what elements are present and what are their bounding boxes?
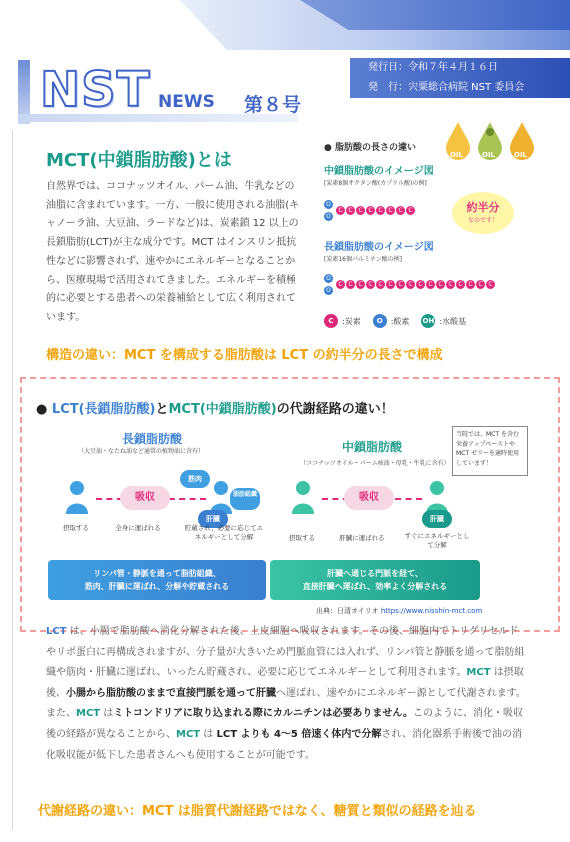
carbon-atom: C: [456, 280, 465, 289]
metabolism-title: [36, 398, 394, 417]
lct-step-storage: 貯蔵され、必要に応じてエネルギーとして分解: [184, 524, 264, 541]
body-text: は: [100, 708, 114, 720]
carbon-atom: C: [396, 280, 405, 289]
mct-route-box: [270, 560, 480, 600]
mct-column-sub: （ココナッツオイル・パーム核油・母乳・牛乳に含有）: [300, 460, 450, 467]
lct-step-transport: 全身に運ばれる: [115, 524, 161, 532]
mct-chain-sub: [炭素8個オクタン酸(カプリル酸)の例]: [324, 180, 427, 187]
carbon-atom: C: [336, 280, 345, 289]
title-bullet: ●: [36, 402, 52, 417]
carbon-atom: C: [356, 206, 365, 215]
adipose-organ: 脂肪組織: [230, 488, 260, 510]
kw-lct: LCT: [46, 626, 67, 637]
carbon-atom: C: [396, 206, 405, 215]
oil-label: OIL: [450, 151, 464, 159]
lct-chain-sub: [炭素16個パルミチン酸の例]: [324, 256, 403, 263]
lct-column-sub: （大豆油・なたね油など通常の植物油に含有）: [78, 448, 205, 455]
carbon-atom: C: [336, 206, 345, 215]
half-length-main: 約半分: [466, 201, 500, 214]
lct-column-head: 長鎖脂肪酸: [122, 432, 183, 446]
mct-column-head: 中鎖脂肪酸: [342, 440, 403, 454]
hydroxyl-legend-icon: OH: [421, 314, 435, 328]
oxygen-atom: O: [324, 286, 333, 295]
mct-step-transport: 肝臓に運ばれる: [339, 534, 385, 542]
oil-label: OIL: [514, 151, 528, 159]
mct-route-line: 直接肝臓へ運ばれ、効率よく分解される: [302, 582, 448, 591]
publisher: 発 行：宍粟総合病院 NST 委員会: [368, 82, 525, 93]
carbon-atom: C: [386, 206, 395, 215]
section-body-mct: 自然界では、ココナッツオイル、パーム油、牛乳などの油脂に含まれています。一方、一般に使用される油脂(キャノーラ油、大豆油、ラードなど)は、炭素鎖 12 以上の長鎖脂肪(LCT)が主な成分です。MCT はインスリン抵抗性などに影響されず、速やかにエネルギーとなることから、医療現場で活用されてきました。エネルギーを積極的に必要とする患者への栄養補給として広く利用されています。: [46, 181, 300, 323]
oxygen-legend-icon: O: [373, 314, 387, 328]
title-mct: MCT(中鎖脂肪酸): [168, 402, 277, 417]
mct-chain-label: 中鎖脂肪酸のイメージ図: [324, 166, 434, 177]
mct-absorb-label: 吸収: [344, 486, 394, 510]
source-link[interactable]: https://www.nisshin-mct.com: [380, 607, 483, 615]
source-label: 出典：日清オイリオ: [316, 607, 381, 615]
kw-mct: MCT: [76, 708, 101, 720]
mct-chain-diagram: [336, 206, 415, 215]
body-emphasis: LCT よりも 4～5 倍速く体内で分解: [216, 728, 382, 740]
body-text: へ運ばれ、速やかにエネルギー源として代謝されます。また、: [46, 687, 526, 720]
newsletter-logo: NST: [40, 62, 151, 118]
liver-organ-lct: 肝臓: [198, 510, 228, 528]
oxygen-atom: O: [324, 212, 333, 221]
mct-step-energy: すぐにエネルギーとして分解: [404, 532, 470, 549]
lct-absorb-label: 吸収: [120, 486, 170, 510]
title-lct: LCT(長鎖脂肪酸): [51, 402, 156, 417]
lct-route-box: [48, 560, 266, 600]
half-length-badge: [452, 192, 514, 234]
carbon-atom: C: [356, 280, 365, 289]
lct-chain-label: 長鎖脂肪酸のイメージ図: [324, 242, 434, 253]
title-and: と: [155, 402, 169, 417]
section-title-mct: MCT(中鎖脂肪酸)とは: [46, 150, 232, 171]
carbon-atom: C: [416, 280, 425, 289]
mct-step-intake: 摂取する: [289, 534, 315, 542]
carbon-atom: C: [406, 280, 415, 289]
source-credit: [316, 606, 482, 616]
page-left-rule: [12, 130, 13, 830]
issue-number: 第８号: [244, 94, 302, 116]
carbon-legend-label: :炭素: [342, 316, 361, 326]
title-suffix: の代謝経路の違い！: [276, 402, 394, 417]
kw-mct: MCT: [176, 728, 201, 740]
carbon-atom: C: [436, 280, 445, 289]
carbon-atom: C: [346, 206, 355, 215]
panel-title: ● 脂肪酸の長さの違い: [324, 143, 416, 153]
carbon-atom: C: [346, 280, 355, 289]
carbon-atom: C: [376, 280, 385, 289]
person-eating-icon: [290, 480, 316, 514]
news-label: NEWS: [158, 92, 215, 112]
publication-meta: [350, 58, 570, 98]
mct-route-line: 肝臓へ通じる門脈を経て、: [327, 569, 423, 578]
muscle-organ: 筋肉: [180, 470, 210, 488]
body-text: は、小腸で脂肪酸へ消化分解された後、上皮細胞へ吸収されます。その後、細胞内でトリグリセルドやリポ蛋白に再構成されますが、分子量が大きいため門脈血管には入れず、リンパ管と静脈を通って脂肪組織や筋肉・肝臓に運ばれ、いったん貯蔵され、必要に応じてエネルギーとして利用されます。: [46, 626, 525, 679]
carbon-atom: C: [376, 206, 385, 215]
lct-step-intake: 摂取する: [63, 524, 89, 532]
lct-chain-diagram: [336, 280, 495, 289]
liver-organ-mct: 肝臓: [422, 510, 452, 528]
oxygen-atom: O: [324, 200, 333, 209]
body-text: は摂取後、: [46, 667, 524, 699]
oxygen-atom: O: [324, 274, 333, 283]
body-text: は: [200, 728, 217, 740]
oil-label: OIL: [482, 151, 496, 159]
person-eating-icon: [64, 480, 90, 514]
carbon-legend-icon: C: [324, 314, 338, 328]
body-emphasis: ミトコンドリアに取り込まれる際にカルニチンは必要ありません。: [113, 708, 414, 720]
carbon-atom: C: [366, 206, 375, 215]
section-body-metabolism: [46, 622, 526, 766]
carbon-atom: C: [406, 206, 415, 215]
body-text: このように、消化・吸収後の経路が異なることから、: [46, 708, 524, 740]
carbon-atom: C: [476, 280, 485, 289]
lct-route-line: 筋肉、肝臓に運ばれ、分解や貯蔵される: [84, 582, 230, 591]
carbon-atom: C: [466, 280, 475, 289]
oxygen-legend-label: :酸素: [390, 316, 410, 326]
issue-date: 発行日：令和７年４月１６日: [368, 62, 498, 73]
carbon-atom: C: [486, 280, 495, 289]
kw-mct: MCT: [466, 667, 491, 679]
hydroxyl-legend-label: :水酸基: [439, 316, 467, 326]
half-length-sub: なのです！: [467, 217, 498, 224]
person-energy-icon: [424, 480, 450, 514]
hospital-note: 当院では、MCT を含む栄養アップペーストや MCT ゼリーを適時使用しています！: [452, 426, 528, 476]
metabolism-tagline: 代謝経路の違い：MCT は脂質代謝経路ではなく、糖質と類似の経路を辿る: [38, 804, 477, 819]
structure-tagline: 構造の違い：MCT を構成する脂肪酸は LCT の約半分の長さで構成: [46, 348, 443, 363]
body-text: され、消化器系手術後で油の消化吸収能が低下した患者さんへも使用することが可能です。: [46, 728, 522, 761]
carbon-atom: C: [366, 280, 375, 289]
carbon-atom: C: [446, 280, 455, 289]
carbon-atom: C: [386, 280, 395, 289]
lct-route-line: リンパ管・静脈を通って脂肪組織、: [93, 569, 221, 578]
body-emphasis: 小腸から脂肪酸のままで直接門脈を通って肝臓: [66, 687, 276, 699]
atom-legend: [324, 314, 466, 328]
carbon-atom: C: [426, 280, 435, 289]
